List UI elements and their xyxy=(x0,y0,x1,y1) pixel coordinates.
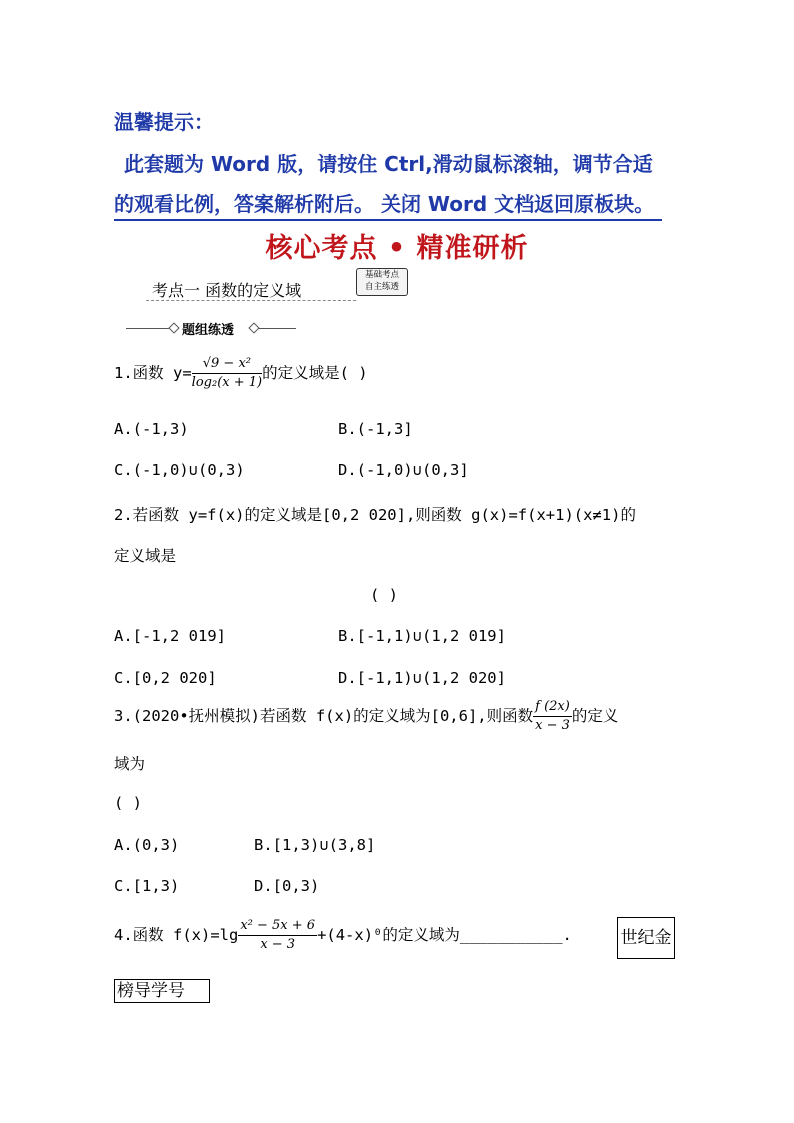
q2-option-d: D.[-1,1)∪(1,2 020] xyxy=(338,669,506,687)
q3-fraction xyxy=(533,698,572,735)
group-divider-right xyxy=(258,328,296,329)
question-4-stem xyxy=(114,917,572,954)
question-2-line-2: 定义域是 xyxy=(114,547,177,565)
q1-option-a: A.(-1,3) xyxy=(114,420,189,438)
q1-prefix: 1.函数 y= xyxy=(114,364,192,382)
q4-source-box-continued: 榜导学号 xyxy=(114,979,210,1003)
q2-option-a: A.[-1,2 019] xyxy=(114,627,226,645)
tip-line-1: 此套题为 Word 版，请按住 Ctrl,滑动鼠标滚轴，调节合适 xyxy=(124,152,653,176)
badge-line-2: 自主练透 xyxy=(364,282,399,292)
q3-denominator: x − 3 xyxy=(535,718,570,733)
q1-option-b: B.(-1,3] xyxy=(338,420,413,438)
tip-line-2: 的观看比例，答案解析附后。 关闭 Word 文档返回原板块。 xyxy=(114,188,662,221)
tip-title: 温馨提示： xyxy=(114,110,214,134)
section-title: 核心考点 • 精准研析 xyxy=(265,233,529,264)
q4-denominator: x − 3 xyxy=(260,937,296,952)
q1-fraction xyxy=(192,355,262,392)
q3-answer-paren: ( ) xyxy=(114,794,142,812)
q2-option-b: B.[-1,1)∪(1,2 019] xyxy=(338,627,506,645)
q3-option-d: D.[0,3) xyxy=(254,877,320,895)
q4-source-box: 世纪金 xyxy=(617,917,675,959)
kaodian-label: 考点一 函数的定义域 xyxy=(152,281,302,300)
q3-numerator: f (2x) xyxy=(533,698,572,717)
q3-option-a: A.(0,3) xyxy=(114,836,180,854)
q3-option-b: B.[1,3)∪(3,8] xyxy=(254,836,376,854)
q1-denominator: log₂(x + 1) xyxy=(191,375,263,390)
question-2-line-1: 2.若函数 y=f(x)的定义域是[0,2 020],则函数 g(x)=f(x+1)(x≠1)的 xyxy=(114,506,636,524)
q1-suffix: 的定义域是( ) xyxy=(262,364,368,382)
diamond-icon xyxy=(168,322,179,333)
q3-option-c: C.[1,3) xyxy=(114,877,180,895)
q1-option-c: C.(-1,0)∪(0,3) xyxy=(114,461,245,479)
question-3-stem xyxy=(114,698,618,735)
q1-numerator: √9 − x² xyxy=(192,355,262,374)
q1-option-d: D.(-1,0)∪(0,3] xyxy=(338,461,469,479)
group-label: 题组练透 xyxy=(182,323,235,338)
kaodian-badge xyxy=(356,268,408,296)
q3-prefix: 3.(2020•抚州模拟)若函数 f(x)的定义域为[0,6],则函数 xyxy=(114,707,534,725)
question-3-line-2: 域为 xyxy=(114,755,146,773)
q2-option-c: C.[0,2 020] xyxy=(114,669,217,687)
q4-numerator: x² − 5x + 6 xyxy=(238,917,317,936)
badge-line-1: 基础考点 xyxy=(364,270,399,280)
kaodian-underline xyxy=(146,300,356,301)
q4-prefix: 4.函数 f(x)=lg xyxy=(114,926,239,944)
question-1-stem xyxy=(114,355,368,392)
q4-suffix: +(4-x)⁰的定义域为___________. xyxy=(317,926,572,944)
q2-answer-paren: ( ) xyxy=(370,586,398,604)
group-divider-left xyxy=(126,328,172,329)
q3-suffix: 的定义 xyxy=(571,707,619,725)
q4-fraction xyxy=(238,917,317,954)
